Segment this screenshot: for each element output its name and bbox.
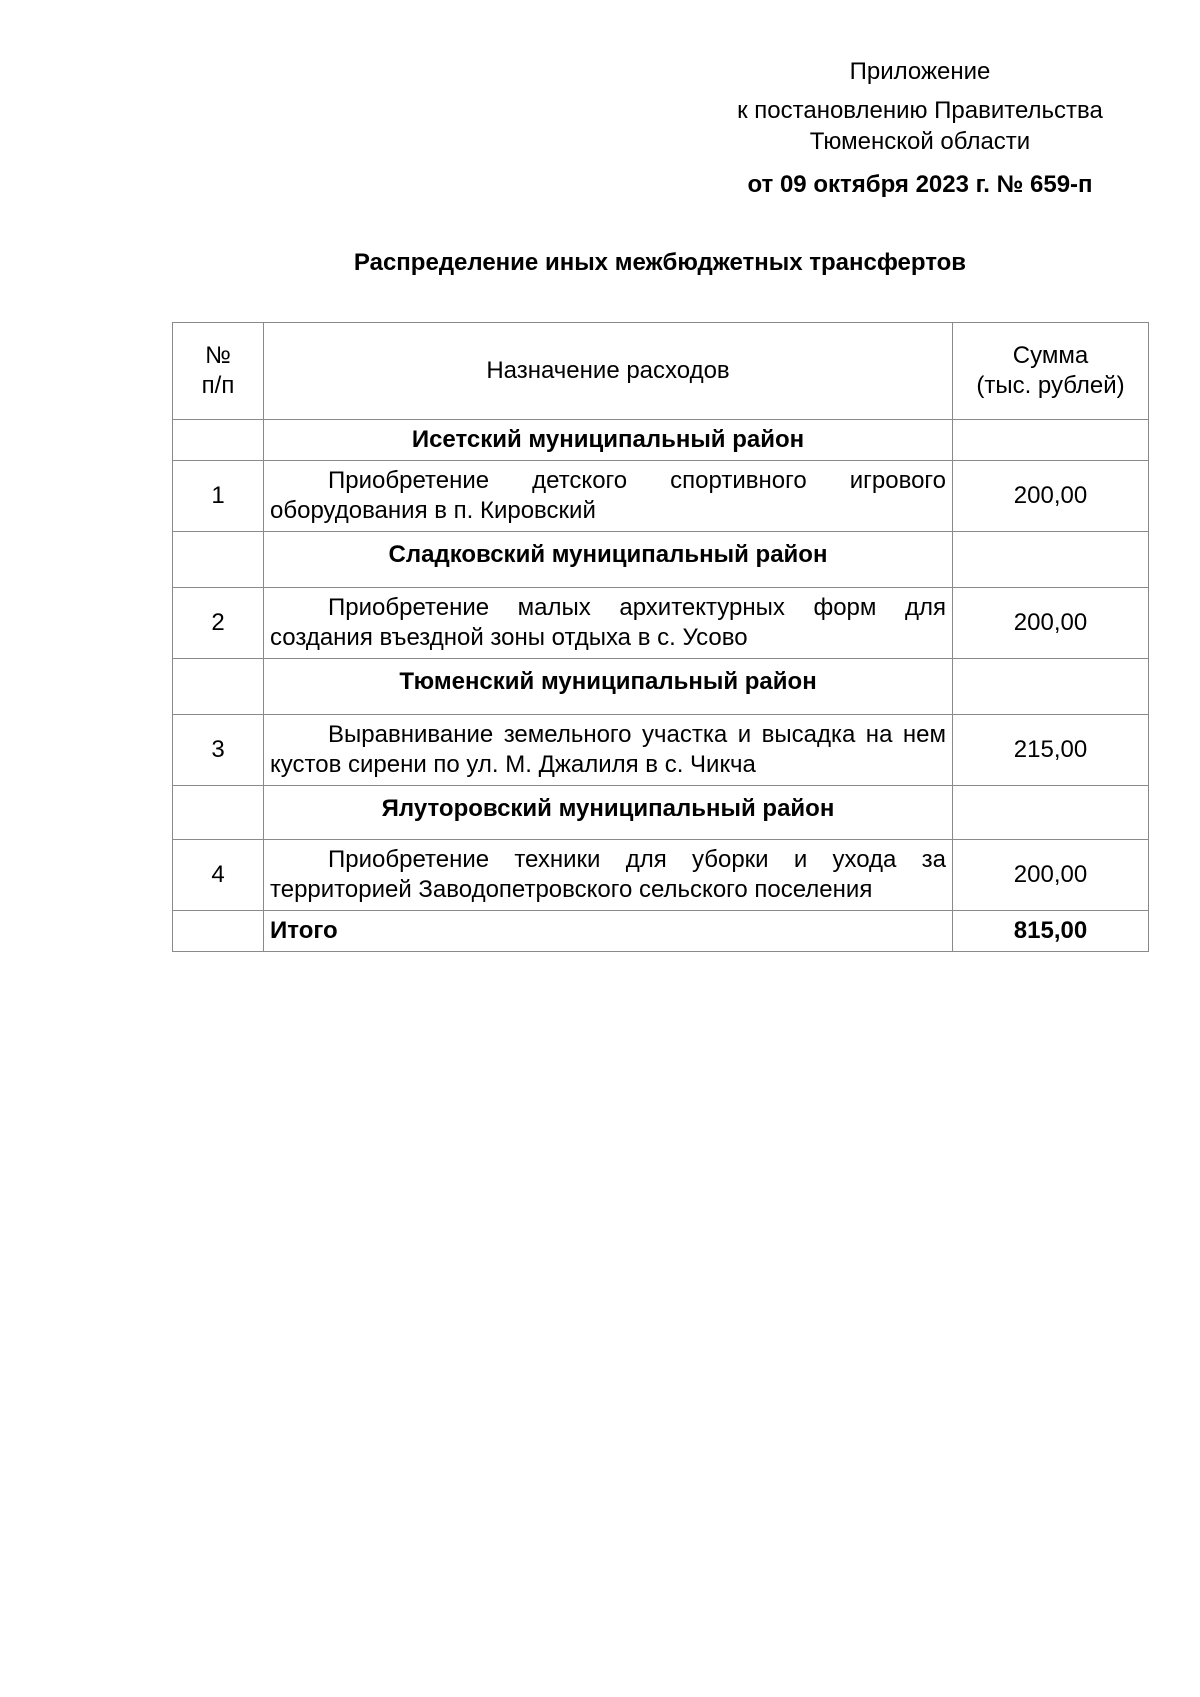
table-row (173, 588, 1149, 659)
row-sum: 200,00 (953, 461, 1149, 532)
row-purpose: Приобретение техники для уборки и ухода за территорией Заводопетровского сельского поселения (264, 840, 953, 911)
district-row (173, 659, 1149, 715)
district-name: Ялуторовский муниципальный район (264, 786, 953, 840)
appendix-header (700, 56, 1140, 200)
row-purpose: Приобретение малых архитектурных форм для создания въездной зоны отдыха в с. Усово (264, 588, 953, 659)
column-header-purpose: Назначение расходов (264, 323, 953, 420)
district-row (173, 420, 1149, 461)
region-name: Тюменской области (809, 128, 1031, 155)
row-sum: 200,00 (953, 840, 1149, 911)
table-row (173, 461, 1149, 532)
row-number: 1 (173, 461, 264, 532)
document-title: Распределение иных межбюджетных трансфертов (353, 249, 967, 276)
row-purpose: Выравнивание земельного участка и высадка на нем кустов сирени по ул. М. Джалиля в с. Чикча (264, 715, 953, 786)
total-label: Итого (264, 911, 953, 952)
table-header-row (173, 323, 1149, 420)
column-header-number: № п/п (173, 323, 264, 420)
district-name: Сладковский муниципальный район (264, 532, 953, 588)
district-name: Исетский муниципальный район (264, 420, 953, 461)
row-purpose: Приобретение детского спортивного игрового оборудования в п. Кировский (264, 461, 953, 532)
row-number: 2 (173, 588, 264, 659)
resolution-reference: к постановлению Правительства (737, 97, 1103, 124)
column-header-sum: Сумма (тыс. рублей) (953, 323, 1149, 420)
district-row (173, 786, 1149, 840)
table-row (173, 840, 1149, 911)
district-name: Тюменский муниципальный район (264, 659, 953, 715)
appendix-label: Приложение (849, 58, 991, 85)
row-number: 3 (173, 715, 264, 786)
row-sum: 215,00 (953, 715, 1149, 786)
table-row (173, 715, 1149, 786)
total-sum: 815,00 (953, 911, 1149, 952)
transfers-table (172, 322, 1149, 952)
row-number: 4 (173, 840, 264, 911)
total-row (173, 911, 1149, 952)
district-row (173, 532, 1149, 588)
resolution-date: от 09 октября 2023 г. № 659-п (747, 171, 1093, 198)
row-sum: 200,00 (953, 588, 1149, 659)
